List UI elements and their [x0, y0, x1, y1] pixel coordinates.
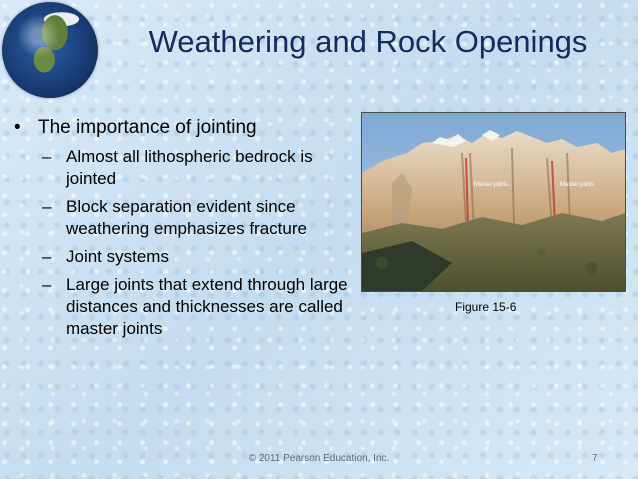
earth-globe-image [2, 2, 98, 98]
bullet-text: The importance of jointing [38, 117, 257, 138]
slide-title: Weathering and Rock Openings [148, 24, 588, 59]
bullet-item [12, 116, 357, 140]
canyon-photo [361, 112, 626, 292]
sub-bullet-text: Block separation evident since weathering emphasizes fracture [66, 197, 307, 238]
sub-bullet-item [12, 274, 357, 340]
sub-bullet-marker: – [42, 275, 52, 294]
canyon-photo-graphic [362, 113, 625, 291]
sub-bullet-item [12, 196, 357, 240]
bullet-list [12, 116, 357, 346]
sub-bullet-item [12, 146, 357, 190]
figure-caption: Figure 15-6 [455, 300, 517, 314]
sub-bullet-item [12, 246, 357, 268]
sub-bullet-text: Almost all lithospheric bedrock is jointed [66, 147, 313, 188]
sub-bullet-marker: – [42, 147, 52, 166]
photo-label-right: Master joints [560, 182, 595, 188]
copyright-footer: © 2011 Pearson Education, Inc. [248, 453, 390, 464]
photo-label-left: Master joints [474, 182, 509, 188]
sub-bullet-text: Joint systems [66, 247, 169, 266]
bullet-marker: • [14, 117, 21, 138]
sub-bullet-text: Large joints that extend through large distances and thicknesses are called master joints [66, 275, 348, 338]
sub-bullet-marker: – [42, 247, 52, 266]
sub-bullet-marker: – [42, 197, 52, 216]
slide-number: 7 [592, 453, 598, 464]
